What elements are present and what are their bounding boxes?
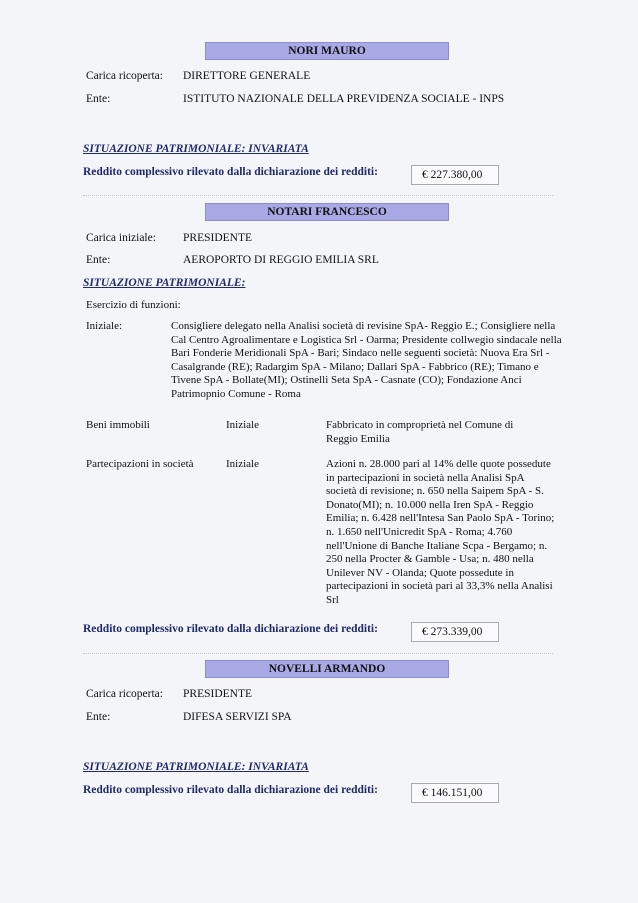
ente-label: Ente: <box>86 711 111 723</box>
reddito-amount: € 273.339,00 <box>411 622 499 642</box>
divider <box>83 195 553 196</box>
beni-immobili-label: Beni immobili <box>86 419 150 431</box>
ente-value: ISTITUTO NAZIONALE DELLA PREVIDENZA SOCIALE - INPS <box>183 93 505 105</box>
situazione-patrimoniale: SITUAZIONE PATRIMONIALE: INVARIATA <box>83 761 309 773</box>
reddito-amount: € 227.380,00 <box>411 165 499 185</box>
situazione-patrimoniale: SITUAZIONE PATRIMONIALE: INVARIATA <box>83 143 309 155</box>
ente-label: Ente: <box>86 254 111 266</box>
partecipazioni-text: Azioni n. 28.000 pari al 14% delle quote possedute in partecipazioni in società nella Analisi SpA società di revisione; n. 650 nella Saipem SpA - S. Donato(MI); n. 10.000 nella Iren SpA - Reggio Emilia; n. 6.428 nell'Intesa San Paolo SpA - Torino; n. 1.650 nell'Unicredit SpA - Roma; 4.760 nell'Unione di Banche Italiane Scpa - Bergamo; n. 250 nella Procter & Gamble - Usa; n. 480 nella Unilever NV - Olanda; Quote possedute in partecipazioni in società pari al 33,3% nella Analisi Srl <box>326 458 555 606</box>
beni-immobili-text: Fabbricato in comproprietà nel Comune di Reggio Emilia <box>326 419 514 445</box>
carica-label: Carica iniziale: <box>86 232 156 244</box>
carica-label: Carica ricoperta: <box>86 688 163 700</box>
person-name-bar: NOTARI FRANCESCO <box>205 203 449 221</box>
iniziale-label: Iniziale: <box>86 320 123 332</box>
partecipazioni-stato: Iniziale <box>226 458 259 470</box>
ente-value: DIFESA SERVIZI SPA <box>183 711 292 723</box>
ente-value: AEROPORTO DI REGGIO EMILIA SRL <box>183 254 379 266</box>
carica-value: PRESIDENTE <box>183 688 252 700</box>
person-name-bar: NORI MAURO <box>205 42 449 60</box>
partecipazioni-label: Partecipazioni in società <box>86 458 194 470</box>
carica-value: DIRETTORE GENERALE <box>183 70 311 82</box>
situazione-patrimoniale: SITUAZIONE PATRIMONIALE: <box>83 277 246 289</box>
esercizio-label: Esercizio di funzioni: <box>86 299 181 311</box>
reddito-label: Reddito complessivo rilevato dalla dichiarazione dei redditi: <box>83 166 378 178</box>
reddito-amount: € 146.151,00 <box>411 783 499 803</box>
reddito-label: Reddito complessivo rilevato dalla dichiarazione dei redditi: <box>83 623 378 635</box>
ente-label: Ente: <box>86 93 111 105</box>
reddito-label: Reddito complessivo rilevato dalla dichiarazione dei redditi: <box>83 784 378 796</box>
divider <box>83 653 553 654</box>
incarichi-text: Consigliere delegato nella Analisi società di revisine SpA- Reggio E.; Consigliere nella Cal Centro Agroalimentare e Logistica Srl - Oarma; Presidente collwegio sindacale nella Bari Fonderie Meridionali SpA - Bari; Sindaco nelle seguenti società: Nuova Era Srl - Casalgrande (RE); Radargim SpA - Milano; Dallari SpA - Fabbrico (RE); Timano e Tivene SpA - Bollate(MI); Ostinelli Seta SpA - Casnate (CO); Fondazione Anci Patrimopnio Comune - Roma <box>171 320 562 400</box>
carica-label: Carica ricoperta: <box>86 70 163 82</box>
beni-immobili-stato: Iniziale <box>226 419 259 431</box>
carica-value: PRESIDENTE <box>183 232 252 244</box>
person-name-bar: NOVELLI ARMANDO <box>205 660 449 678</box>
